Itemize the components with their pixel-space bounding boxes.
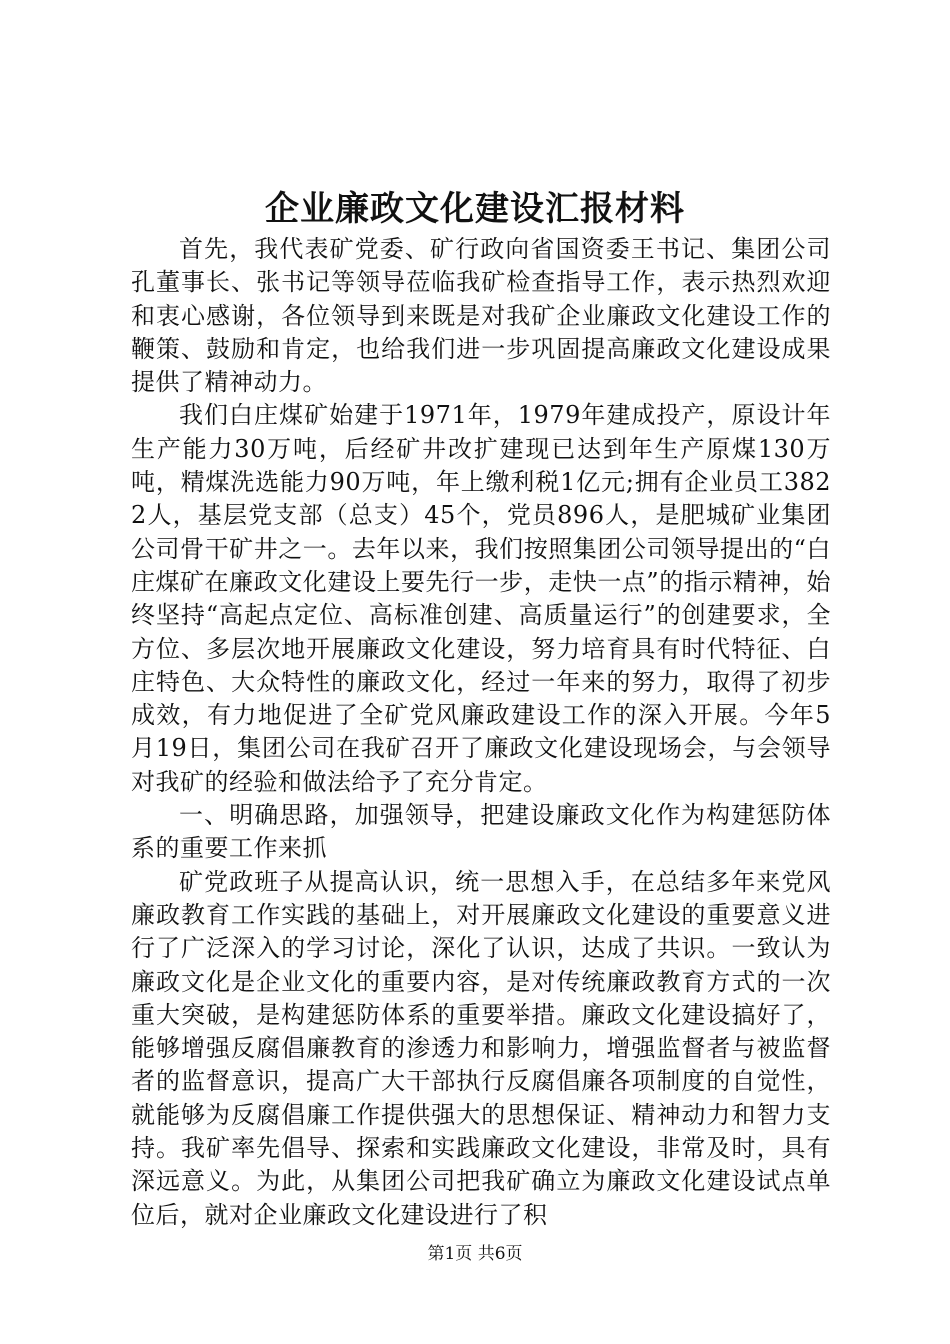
page-number-footer: 第1页 共6页: [427, 1244, 523, 1264]
document-body: [131, 233, 831, 1232]
document-title: 企业廉政文化建设汇报材料: [265, 189, 685, 229]
paragraph-section-1: 矿党政班子从提高认识，统一思想入手，在总结多年来党风廉政教育工作实践的基础上，对开展廉政文化建设的重要意义进行了广泛深入的学习讨论，深化了认识，达成了共识。一致认为廉政文化是企业文化的重要内容，是对传统廉政教育方式的一次重大突破，是构建惩防体系的重要举措。廉政文化建设搞好了，能够增强反腐倡廉教育的渗透力和影响力，增强监督者与被监督者的监督意识，提高广大干部执行反腐倡廉各项制度的自觉性，就能够为反腐倡廉工作提供强大的思想保证、精神动力和智力支持。我矿率先倡导、探索和实践廉政文化建设，非常及时，具有深远意义。为此，从集团公司把我矿确立为廉政文化建设试点单位后，就对企业廉政文化建设进行了积: [131, 867, 831, 1229]
paragraph-background: 我们白庄煤矿始建于1971年，1979年建成投产，原设计年生产能力30万吨，后经矿井改扩建现已达到年生产原煤130万吨，精煤洗选能力90万吨，年上缴利税1亿元;拥有企业员工3822人，基层党支部（总支）45个，党员896人，是肥城矿业集团公司骨干矿井之一。去年以来，我们按照集团公司领导提出的“白庄煤矿在廉政文化建设上要先行一步，走快一点”的指示精神，始终坚持“高起点定位、高标准创建、高质量运行”的创建要求，全方位、多层次地开展廉政文化建设，努力培育具有时代特征、白庄特色、大众特性的廉政文化，经过一年来的努力，取得了初步成效，有力地促进了全矿党风廉政建设工作的深入开展。今年5月19日，集团公司在我矿召开了廉政文化建设现场会，与会领导对我矿的经验和做法给予了充分肯定。: [131, 401, 831, 796]
section-heading-1: 一、明确思路，加强领导，把建设廉政文化作为构建惩防体系的重要工作来抓: [131, 801, 831, 863]
paragraph-intro: 首先，我代表矿党委、矿行政向省国资委王书记、集团公司孔董事长、张书记等领导莅临我矿检查指导工作，表示热烈欢迎和衷心感谢，各位领导到来既是对我矿企业廉政文化建设工作的鞭策、鼓励和肯定，也给我们进一步巩固提高廉政文化建设成果提供了精神动力。: [131, 235, 831, 397]
